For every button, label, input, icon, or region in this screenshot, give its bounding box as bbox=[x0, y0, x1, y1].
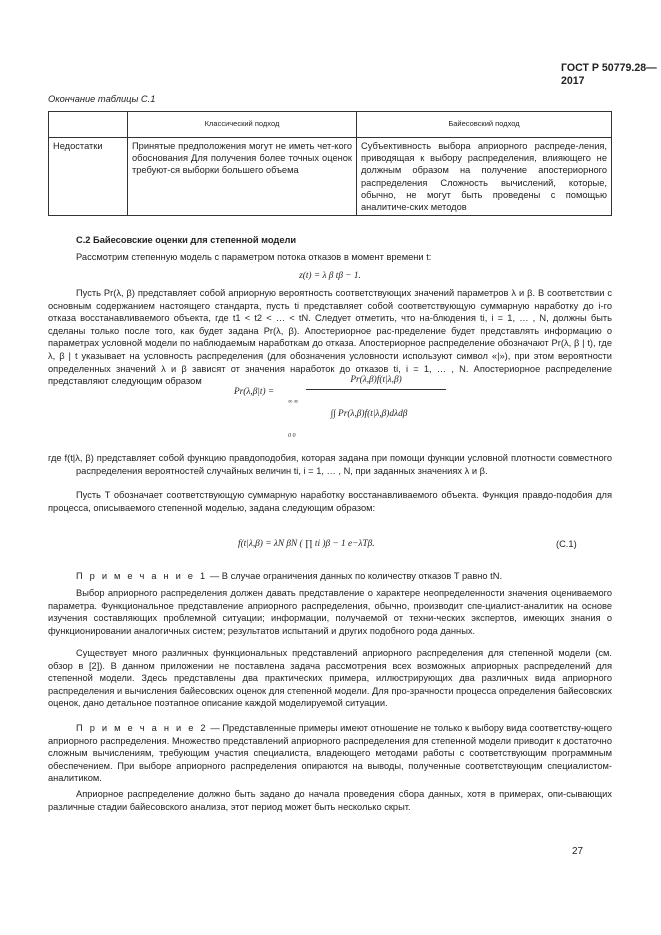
formula-posterior bbox=[234, 374, 454, 444]
paragraph-total-time: Пусть T обозначает соответствующую суммарную наработку восстанавливаемого объекта. Функция правдо-подобия для процесса, описываемого степенной моделью, задана следующим образом: bbox=[48, 490, 612, 513]
note-1-label: П р и м е ч а н и е 1 bbox=[76, 571, 208, 581]
formula-posterior-numerator: Pr(λ,β)f(t|λ,β) bbox=[350, 375, 402, 385]
comparison-table bbox=[48, 111, 612, 216]
formula-likelihood: f(t|λ,β) = λN βN ( ∏ ti )β − 1 e−λTβ. bbox=[238, 539, 375, 549]
formula-posterior-lhs: Pr(λ,β|t) = bbox=[234, 387, 275, 397]
formula-posterior-denominator: ∫∫ Pr(λ,β)f(t|λ,β)dλdβ bbox=[330, 409, 408, 419]
table-cell-classical: Принятые предположения могут не иметь чет-кого обоснования Для получения более точных оценок требуют-ся выборки большего объема bbox=[128, 138, 357, 216]
table-header-row bbox=[49, 112, 612, 138]
paragraph-prior: Пусть Pr(λ, β) представляет собой априорную вероятность соответствующих значений параметров λ и β. В соответствии с основным содержанием настоящего стандарта, пусть ti представляет собой соответствующую суммарную наработку до i-го отказа восстанавливаемого объекта, где t1 < t2 < … < tN. Следует отметить, что на-блюдения ti, i = 1, … , N, должны быть сделаны только после того, как будет задана Pr(λ, β). Апостериорное рас-пределение будет представлять информацию о параметрах условной модели по наблюдаемым наработкам до отказа. Апостериорное распределение обозначают Pr(λ, β | t), где λ, β | t указывает на условность распределения (для обозначения условности используют символ «|»), при этом вероятности определенных значений λ и β зависят от значения наработок до отказов ti, i = 1, … , N. Апостериорное распределение представляют следующим образом bbox=[48, 288, 612, 387]
table-row-label: Недостатки bbox=[49, 138, 128, 216]
paragraph-data-collection: Априорное распределение должно быть задано до начала проведения сбора данных, хотя в примерах, опи-сывающих различные стадии байесовского анализа, этот период может быть несколько скрыт. bbox=[48, 789, 612, 812]
paragraph-likelihood: где f(t|λ, β) представляет собой функцию правдоподобия, которая задана при помощи функции условной плотности совместного распределения вероятностей случайных величин ti, i = 1, … , N, при заданных значениях λ и β. bbox=[48, 453, 612, 476]
paragraph-representations: Существует много различных функциональных представлений априорного распределения для степенной модели (см. обзор в [2]). В данном приложении не поставлена задача рассмотрения всех возможных априорных распределений для степенной модели. Здесь представлены два практических примера, иллюстрирующих два различных вида априорного распределения и вычисления байесовских оценок для степенной модели. Для про-зрачности процесса определения байесовских оценок, дано детальное поэтапное описание каждой моделируемой ситуации. bbox=[48, 648, 612, 709]
note-1-text: — В случае ограничения данных по количеству отказов T равно tN. bbox=[209, 571, 503, 581]
table-header-empty bbox=[49, 112, 128, 138]
intro-paragraph: Рассмотрим степенную модель с параметром потока отказов в момент времени t: bbox=[76, 252, 432, 262]
formula-number: (С.1) bbox=[556, 539, 577, 549]
table-row bbox=[49, 138, 612, 216]
note-2-label: П р и м е ч а н и е 2 bbox=[76, 723, 208, 733]
table-header-classical: Классический подход bbox=[128, 112, 357, 138]
table-caption: Окончание таблицы С.1 bbox=[48, 94, 156, 104]
integral-lower-limits: 0 0 bbox=[288, 433, 296, 439]
table-header-bayes: Байесовский подход bbox=[357, 112, 612, 138]
paragraph-prior-choice: Выбор априорного распределения должен давать представление о характере неопределенности значения оцениваемого параметра. Функциональное представление априорного распределения, обычно, производит спе-циалист-аналитик на основе изучения составляющих проблемной ситуации; информации, получаемой от техни-ческих экспертов, имеющих знания о функционировании аналогичных систем; результатов испытаний и других подобного рода данных. bbox=[48, 588, 612, 636]
standard-number: ГОСТ Р 50779.28—2017 bbox=[561, 62, 657, 87]
page-number: 27 bbox=[572, 846, 584, 857]
section-title: С.2 Байесовские оценки для степенной модели bbox=[76, 235, 297, 245]
fraction-bar bbox=[306, 389, 446, 390]
note-1 bbox=[48, 570, 612, 583]
integral-upper-limits: ∞ ∞ bbox=[288, 399, 299, 405]
formula-intensity: z(t) = λ β tβ − 1. bbox=[299, 271, 361, 281]
note-2-text: — Представленные примеры имеют отношение не только к выбору вида соответству-ющего априорного распределения. Множество представлений априорного распределения для степенной модели приводит к достаточно сложным вычислениям, требующим участия специалиста, владеющего методами работы с соответствующим программным обеспечением. При выборе априорного распределения опираются на выводы, полученные соответствующим специалистом-аналитиком. bbox=[48, 723, 612, 784]
table-cell-bayes: Субъективность выбора априорного распреде-ления, приводящая к выбору распределения, влияющего не должным образом на получение апостериорного распределения Сложность вычислений, которые, обычно, не могут быть проведены с помощью аналитиче-ских методов bbox=[357, 138, 612, 216]
note-2 bbox=[48, 722, 612, 785]
